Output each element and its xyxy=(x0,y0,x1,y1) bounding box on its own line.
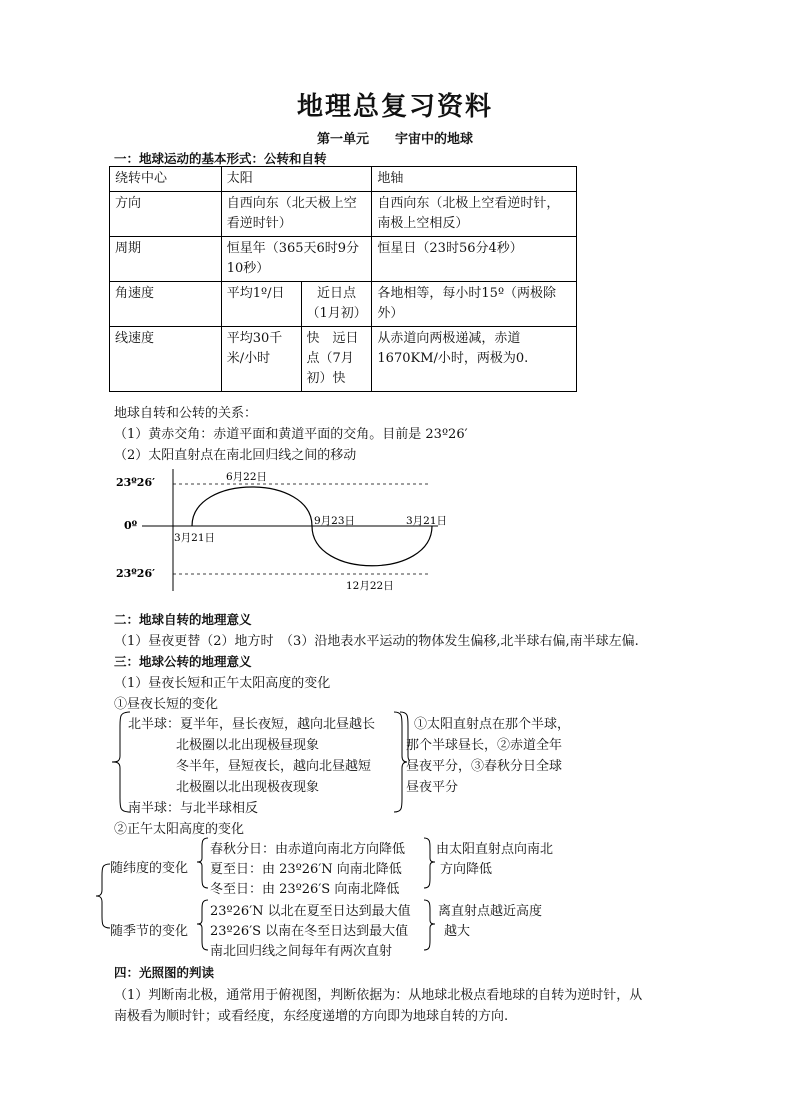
latitude-note-2: 方向降低 xyxy=(440,862,493,877)
rotation-linear-speed: 从赤道向两极递减，赤道1670KM/小时，两极为0. xyxy=(372,327,577,392)
table-header-sun: 太阳 xyxy=(221,167,372,192)
day-length-note-1: ①太阳直射点在那个半球， xyxy=(414,717,571,732)
revolution-linear-speed: 平均30千米/小时 xyxy=(221,327,301,392)
season-item-3: 南北回归线之间每年有两次直射 xyxy=(210,944,393,959)
section3-heading: 三：地球公转的地理意义 xyxy=(114,654,252,669)
season-item-1: 23º26′N 以北在夏至日达到最大值 xyxy=(210,904,411,919)
latitude-item-3: 冬至日：由 23º26′S 向南北降低 xyxy=(210,882,400,897)
noon-height-title: ②正午太阳高度的变化 xyxy=(114,822,245,837)
north-hemisphere-1: 北半球：夏半年，昼长夜短，越向北昼越长 xyxy=(128,717,376,732)
day-length-note-2: 那个半球昼长，②赤道全年 xyxy=(406,738,563,753)
day-length-note-4: 昼夜平分 xyxy=(406,780,459,795)
north-hemisphere-3: 冬半年，昼短夜长，越向北昼越短 xyxy=(176,759,372,774)
table-row xyxy=(110,167,577,192)
row-label-linear-speed: 线速度 xyxy=(110,327,222,392)
unit-subtitle: 第一单元 宇宙中的地球 xyxy=(316,132,473,147)
y-label-north: 23º26′ xyxy=(116,476,156,489)
row-label-angular-speed: 角速度 xyxy=(110,282,222,327)
section4-text-1: （1）判断南北极，通常用于俯视图，判断依据为：从地球北极点看地球的自转为逆时针，从 xyxy=(114,988,643,1003)
date-autumn-equinox: 9月23日 xyxy=(314,515,356,527)
section4-text-2: 南极看为顺时针；或看经度，东经度递增的方向即为地球自转的方向. xyxy=(114,1009,509,1024)
y-label-equator: 0º xyxy=(124,519,138,532)
revolution-linear-note: 快 远日点（7月初）快 xyxy=(301,327,372,392)
relation-item-1: （1）黄赤交角：赤道平面和黄道平面的交角。目前是 23º26′ xyxy=(114,427,468,442)
latitude-note-1: 由太阳直射点向南北 xyxy=(436,842,554,857)
row-label-period: 周期 xyxy=(110,237,222,282)
section2-text: （1）昼夜更替（2）地方时 （3）沿地表水平运动的物体发生偏移,北半球右偏,南半球左偏. xyxy=(114,634,639,649)
date-spring-equinox: 3月21日 xyxy=(174,532,216,544)
row-label-direction: 方向 xyxy=(110,192,222,237)
date-summer-solstice: 6月22日 xyxy=(226,471,268,483)
rotation-period: 恒星日（23时56分4秒） xyxy=(372,237,577,282)
date-winter-solstice: 12月22日 xyxy=(346,580,394,592)
section4-heading: 四：光照图的判读 xyxy=(114,965,215,980)
relation-item-2: （2）太阳直射点在南北回归线之间的移动 xyxy=(114,448,357,463)
y-label-south: 23º26′ xyxy=(116,567,156,580)
outer-brace-icon xyxy=(94,834,114,934)
rotation-direction: 自西向东（北极上空看逆时针，南极上空相反） xyxy=(372,192,577,237)
season-note-1: 离直射点越近高度 xyxy=(438,904,543,919)
season-item-2: 23º26′S 以南在冬至日达到最大值 xyxy=(210,924,409,939)
revolution-direction: 自西向东（北天极上空看逆时针） xyxy=(221,192,372,237)
latitude-label: 随纬度的变化 xyxy=(110,861,189,876)
section1-heading: 一：地球运动的基本形式：公转和自转 xyxy=(114,151,327,166)
north-hemisphere-4: 北极圈以北出现极夜现象 xyxy=(176,780,320,795)
subsolar-point-diagram xyxy=(110,464,460,594)
latitude-item-1: 春秋分日：由赤道向南北方向降低 xyxy=(210,842,406,857)
south-hemisphere: 南半球：与北半球相反 xyxy=(128,801,259,816)
season-label: 随季节的变化 xyxy=(110,924,189,939)
table-header-axis: 地轴 xyxy=(372,167,577,192)
revolution-angular-speed: 平均1º/日 xyxy=(221,282,301,327)
date-spring-equinox-next: 3月21日 xyxy=(406,515,448,527)
season-brace-icon xyxy=(422,834,436,954)
section3-sub1: （1）昼夜长短和正午太阳高度的变化 xyxy=(114,676,331,691)
page-title: 地理总复习资料 xyxy=(296,92,493,122)
relation-title: 地球自转和公转的关系： xyxy=(114,406,258,421)
day-length-title: ①昼夜长短的变化 xyxy=(114,697,219,712)
table-row xyxy=(110,282,577,327)
revolution-angular-note: 近日点（1月初） xyxy=(301,282,372,327)
table-header-center: 绕转中心 xyxy=(110,167,222,192)
earth-motion-table xyxy=(109,166,577,392)
revolution-period: 恒星年（365天6时9分10秒） xyxy=(221,237,372,282)
north-hemisphere-2: 北极圈以北出现极昼现象 xyxy=(176,738,320,753)
table-row xyxy=(110,327,577,392)
season-note-2: 越大 xyxy=(444,924,471,939)
latitude-brace-icon xyxy=(196,834,210,954)
section2-heading: 二：地球自转的地理意义 xyxy=(114,612,252,627)
latitude-item-2: 夏至日：由 23º26′N 向南北降低 xyxy=(210,862,402,877)
rotation-angular-speed: 各地相等，每小时15º（两极除外） xyxy=(372,282,577,327)
table-row xyxy=(110,237,577,282)
day-length-note-3: 昼夜平分，③春秋分日全球 xyxy=(406,759,563,774)
table-row xyxy=(110,192,577,237)
